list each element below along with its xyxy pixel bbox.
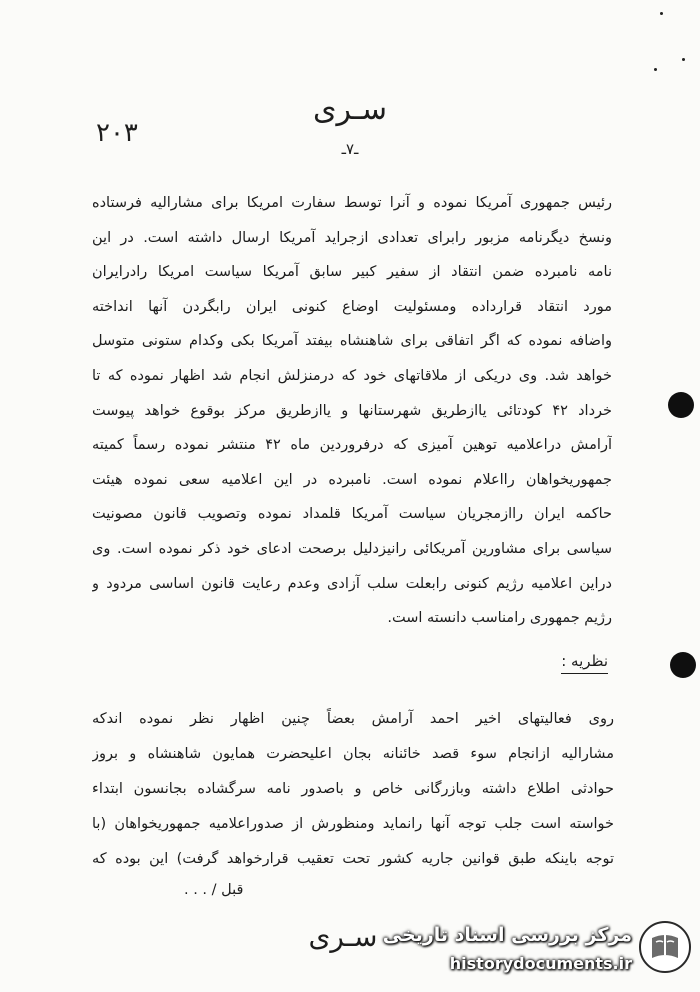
archive-logo-icon: [638, 920, 692, 974]
continued-marker: قبل / . . .: [184, 882, 244, 898]
classification-header: سـرى: [313, 92, 387, 127]
classification-footer: سـرى: [308, 920, 378, 953]
body-line: خواهد شد. وی دریکی از ملاقاتهای خود که درمنزلش انجام شد اظهار نموده که تا: [92, 367, 612, 384]
body-line: حاکمه ایران راازمجریان سیاست آمریکا قلمداد نموده وتصویب قانون مصونیت: [92, 506, 612, 523]
opinion-line: حوادثی اطلاع داشته وبازرگانی خاص و باصدور نامه سرگشاده بجانسون ابتداء: [92, 781, 614, 797]
opinion-line: توجه باینکه طبق قوانین جاریه کشور تحت تعقیب قرارخواهد گرفت) این بوده که: [92, 851, 614, 867]
watermark-title: مرکز بررسی اسناد تاریخی: [382, 924, 632, 946]
opinion-line: مشارالیه ازانجام سوء قصد خائنانه بجان اعلیحضرت همایون شاهنشاه و بروز: [92, 746, 614, 762]
body-line: سیاسی برای مشاورین آمریکائی رانیزدلیل برصحت ادعای خود ذکر نموده است. وی: [92, 540, 612, 557]
scan-speck: [654, 68, 657, 71]
body-line: خرداد ۴۲ کودتائی یاازطریق شهرستانها و یاازطریق مرکز بوقوع خواهد پیوست: [92, 402, 612, 419]
section-number: ـ۷ـ: [341, 140, 359, 158]
body-line: آرامش دراعلامیه توهین آمیزی که درفروردین ماه ۴۲ منتشر نموده رسماً کمیته: [92, 437, 612, 454]
opinion-heading: نظریه :: [561, 652, 608, 670]
opinion-body: [92, 702, 614, 877]
body-line: مورد انتقاد قرارداده ومسئولیت اوضاع کنونی ایران رابگردن آنها انداخته: [92, 298, 612, 315]
punch-hole: [668, 392, 694, 418]
report-body: [92, 186, 612, 636]
watermark-url: historydocuments.ir: [449, 954, 632, 973]
body-line: واضافه نموده که اگر اتفاقی برای شاهنشاه بیفتد آمریکا بکی وکدام ستونی متوسل: [92, 333, 612, 350]
body-line: رژیم جمهوری رامناسب دانسته است.: [387, 610, 612, 627]
page-number: ۲۰۳: [96, 118, 138, 148]
archive-watermark: [382, 918, 692, 982]
scan-speck: [682, 58, 685, 61]
body-line: دراین اعلامیه رژیم کنونی رابعلت سلب آزادی وعدم رعایت قانون اساسی مردود و: [92, 575, 612, 592]
body-line: جمهوریخواهان رااعلام نموده است. نامبرده در این اعلامیه سعی نموده هیئت: [92, 471, 612, 488]
body-line: رئیس جمهوری آمریکا نموده و آنرا توسط سفارت امریکا برای مشارالیه فرستاده: [92, 195, 612, 211]
scan-speck: [660, 12, 663, 15]
opinion-line: خواسته است جلب توجه آنها رانماید ومنظورش از صدوراعلامیه جمهوریخواهان (با: [92, 816, 614, 832]
body-line: نامه نامبرده ضمن انتقاد از سفیر کبیر سابق آمریکا سیاست امریکا رادرایران: [92, 264, 612, 281]
opinion-line: روی فعالیتهای اخیر احمد آرامش بعضاً چنین اظهار نظر نموده اندکه: [92, 711, 614, 727]
punch-hole: [670, 652, 696, 678]
body-line: ونسخ دیگرنامه مزبور رابرای تعدادی ازجراید آمریکا ارسال داشته است. در این: [92, 229, 612, 246]
